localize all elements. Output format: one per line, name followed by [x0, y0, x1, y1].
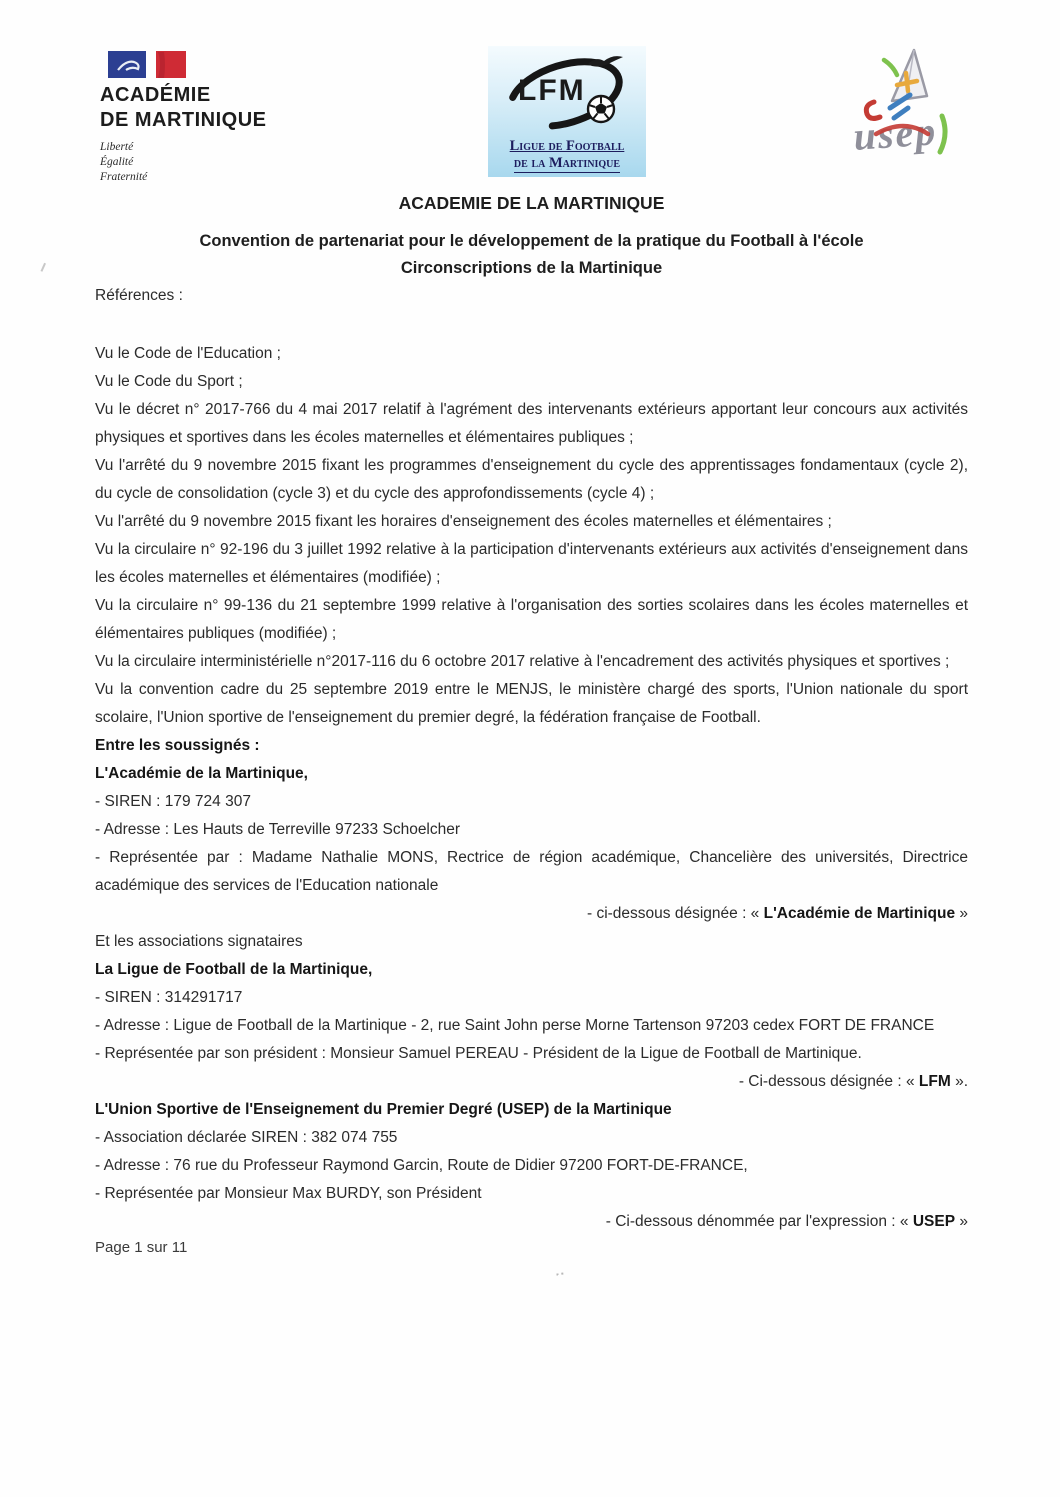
usep-logo [850, 44, 970, 166]
party-usep-siren: - Association déclarée SIREN : 382 074 755 [95, 1129, 398, 1146]
party-usep-designation [95, 1208, 968, 1236]
party-lfm-siren: - SIREN : 314291717 [95, 989, 243, 1006]
party-lfm-adresse: - Adresse : Ligue de Football de la Martinique - 2, rue Saint John perse Morne Tartenson 97203 cedex FORT DE FRANCE [95, 1017, 935, 1034]
scan-artifact [41, 263, 52, 274]
party-academie-adresse: - Adresse : Les Hauts de Terreville 97233 Schoelcher [95, 821, 461, 838]
academie-logo-name-line2: DE MARTINIQUE [100, 109, 267, 131]
party-academie-name: L'Académie de la Martinique, [95, 765, 308, 782]
associations-note: Et les associations signataires [95, 933, 303, 950]
usep-wordmark: usep [852, 108, 939, 159]
lfm-banner-line2: de la Martinique [513, 155, 621, 171]
academie-logo-name [100, 83, 300, 133]
lfm-logo [488, 46, 646, 177]
document-body [95, 186, 968, 1260]
academie-logo [100, 50, 300, 185]
designation-suffix: » [955, 1213, 968, 1230]
soccer-ball-icon [586, 94, 616, 124]
reference-item: Vu l'arrêté du 9 novembre 2015 fixant les horaires d'enseignement des écoles maternelles et élémentaires ; [95, 513, 832, 530]
designation-suffix: » [955, 905, 968, 922]
designation-term: L'Académie de Martinique [763, 905, 956, 922]
designation-prefix: - ci-dessous désignée : « [586, 905, 764, 922]
scan-artifact [556, 1268, 564, 1276]
reference-item: Vu la circulaire n° 99-136 du 21 septembre 1999 relative à l'organisation des sorties scolaires dans les écoles maternelles et élémentaires publiques (modifiée) ; [95, 597, 968, 642]
lfm-banner-line1: Ligue de Football [509, 138, 625, 154]
references-list [95, 340, 968, 732]
lfm-logo-art [490, 48, 640, 138]
party-academie-designation [95, 900, 968, 928]
party-lfm-designation [95, 1068, 968, 1096]
soussignes-heading: Entre les soussignés : [95, 737, 260, 754]
party-usep-representation: - Représentée par Monsieur Max BURDY, son Président [95, 1185, 482, 1202]
designation-term: USEP [912, 1213, 956, 1230]
reference-item: Vu l'arrêté du 9 novembre 2015 fixant les programmes d'enseignement du cycle des apprentissages fondamentaux (cycle 2), du cycle de consolidation (cycle 3) et du cycle des approfondissements (cycle 4) ; [95, 457, 968, 502]
reference-item: Vu le Code de l'Education ; [95, 345, 281, 362]
motto-egalite: Égalité [100, 156, 134, 168]
designation-prefix: - Ci-dessous désignée : « [738, 1073, 919, 1090]
party-lfm-name: La Ligue de Football de la Martinique, [95, 961, 373, 978]
document-title: ACADEMIE DE LA MARTINIQUE [398, 193, 665, 213]
republic-motto [100, 140, 300, 185]
party-lfm-representation: - Représentée par son président : Monsieur Samuel PEREAU - Président de la Ligue de Football de Martinique. [95, 1045, 862, 1062]
reference-item: Vu la convention cadre du 25 septembre 2019 entre le MENJS, le ministère chargé des sports, l'Union nationale du sport scolaire, l'Union sportive de l'enseignement du premier degré, la fédération française de Football. [95, 681, 968, 726]
reference-item: Vu la circulaire interministérielle n°2017-116 du 6 octobre 2017 relative à l'encadrement des activités physiques et sportives ; [95, 653, 950, 670]
party-usep-adresse: - Adresse : 76 rue du Professeur Raymond Garcin, Route de Didier 97200 FORT-DE-FRANCE, [95, 1157, 748, 1174]
bird-icon [586, 54, 626, 70]
reference-item: Vu le Code du Sport ; [95, 373, 243, 390]
document-subtitle [95, 228, 968, 282]
motto-fraternite: Fraternité [100, 171, 148, 183]
party-academie-representation: - Représentée par : Madame Nathalie MONS, Rectrice de région académique, Chancelière des universités, Directrice académique des services de l'Education nationale [95, 849, 968, 894]
designation-term: LFM [918, 1073, 951, 1090]
academie-logo-name-line1: ACADÉMIE [100, 84, 211, 106]
party-usep-name: L'Union Sportive de l'Enseignement du Premier Degré (USEP) de la Martinique [95, 1101, 672, 1118]
motto-liberte: Liberté [100, 141, 134, 153]
reference-item: Vu le décret n° 2017-766 du 4 mai 2017 relatif à l'agrément des intervenants extérieurs apportant leur concours aux activités physiques et sportives dans les écoles maternelles et élémentaires publiques ; [95, 401, 968, 446]
subtitle-line1: Convention de partenariat pour le développement de la pratique du Football à l'école [199, 232, 864, 250]
lfm-banner [490, 138, 644, 173]
french-republic-emblem-icon [108, 50, 190, 79]
designation-prefix: - Ci-dessous dénommée par l'expression : « [605, 1213, 913, 1230]
page-number: Page 1 sur 11 [95, 1239, 188, 1256]
subtitle-line2: Circonscriptions de la Martinique [400, 259, 663, 277]
designation-suffix: ». [950, 1073, 968, 1090]
references-label: Références : [95, 287, 183, 304]
party-academie-siren: - SIREN : 179 724 307 [95, 793, 251, 810]
lfm-acronym: LFM [518, 74, 586, 107]
reference-item: Vu la circulaire n° 92-196 du 3 juillet 1992 relative à la participation d'intervenants extérieurs aux activités d'enseignement dans les écoles maternelles et élémentaires (modifiée) ; [95, 541, 968, 586]
